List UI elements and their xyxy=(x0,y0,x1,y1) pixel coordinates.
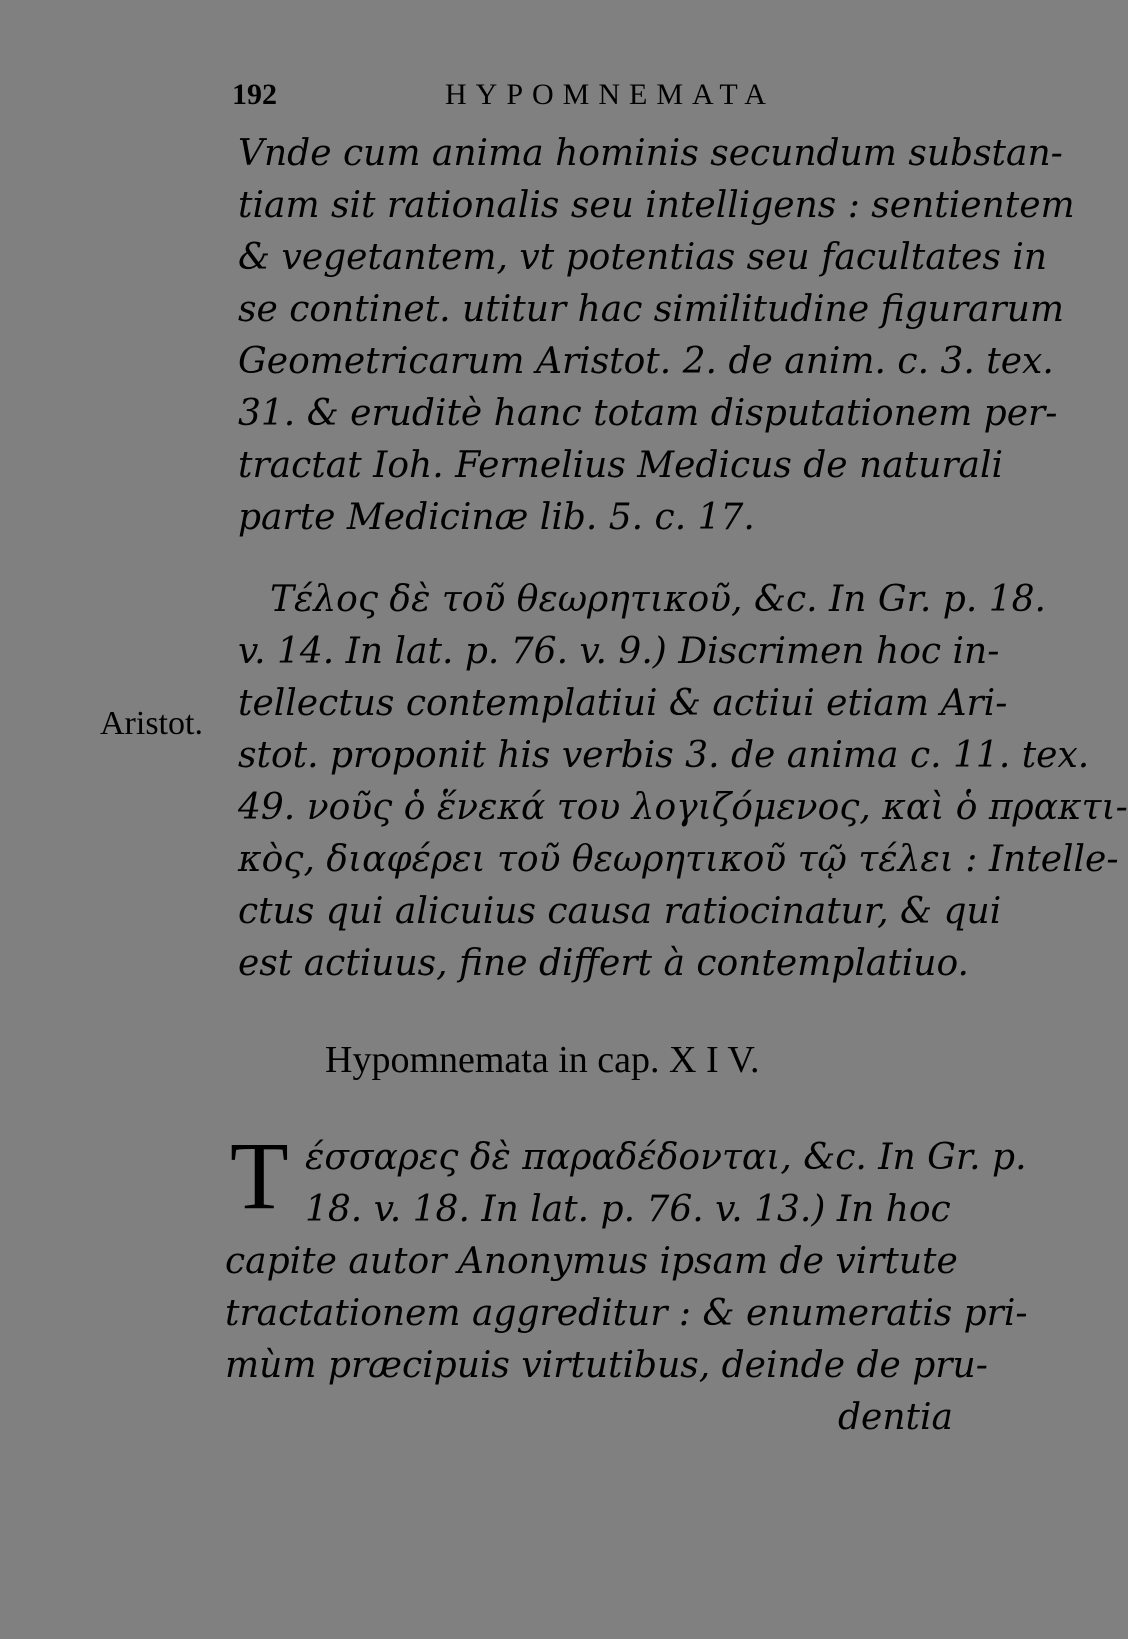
paragraph3-line: mùm præcipuis virtutibus, deinde de pru- xyxy=(225,1345,988,1386)
paragraph1-line: tractat Ioh. Fernelius Medicus de naturali xyxy=(238,445,1004,486)
paragraph1-line: parte Medicinæ lib. 5. c. 17. xyxy=(238,497,755,538)
drop-cap: T xyxy=(230,1122,289,1229)
paragraph3-line: capite autor Anonymus ipsam de virtute xyxy=(225,1241,958,1282)
paragraph1-line: 31. & eruditè hanc totam disputationem per- xyxy=(238,393,1058,434)
paragraph3-line: dentia xyxy=(838,1397,953,1438)
paragraph3-line: 18. v. 18. In lat. p. 76. v. 13.) In hoc xyxy=(305,1189,951,1230)
paragraph3-line: tractationem aggreditur : & enumeratis pri- xyxy=(225,1293,1028,1334)
paragraph1-line: Vnde cum anima hominis secundum substan- xyxy=(238,133,1063,174)
paragraph1-line: & vegetantem, vt potentias seu facultates in xyxy=(238,237,1048,278)
paragraph2-line: v. 14. In lat. p. 76. v. 9.) Discrimen hoc in- xyxy=(238,631,1000,672)
paragraph2-line: tellectus contemplatiui & actiui etiam Ari- xyxy=(238,683,1008,724)
margin-note: Aristot. xyxy=(100,705,203,742)
paragraph1-line: Geometricarum Aristot. 2. de anim. c. 3. tex. xyxy=(238,341,1054,382)
paragraph1-line: se continet. utitur hac similitudine figurarum xyxy=(238,289,1065,330)
paragraph2-line: est actiuus, fine differt à contemplatiuo. xyxy=(238,943,969,984)
section-heading: Hypomnemata in cap. X I V. xyxy=(325,1039,760,1081)
paragraph1-line: tiam sit rationalis seu intelligens : sentientem xyxy=(238,185,1075,226)
paragraph2-line: Τέλος δὲ τοῦ θεωρητικοῦ, &c. In Gr. p. 18. xyxy=(270,579,1046,620)
paragraph2-line: κὸς, διαφέρει τοῦ θεωρητικοῦ τῷ τέλει : Intelle- xyxy=(238,839,1119,880)
page-number: 192 xyxy=(232,78,277,111)
paragraph2-line: ctus qui alicuius causa ratiocinatur, & qui xyxy=(238,891,1002,932)
paragraph3-line: έσσαρες δὲ παραδέδονται, &c. In Gr. p. xyxy=(305,1137,1027,1178)
paragraph2-line: 49. νοῦς ὁ ἕνεκά του λογιζόμενος, καὶ ὁ πρακτι- xyxy=(238,787,1128,828)
paragraph2-line: stot. proponit his verbis 3. de anima c. 11. tex. xyxy=(238,735,1090,776)
running-title: HYPOMNEMATA xyxy=(445,78,775,111)
